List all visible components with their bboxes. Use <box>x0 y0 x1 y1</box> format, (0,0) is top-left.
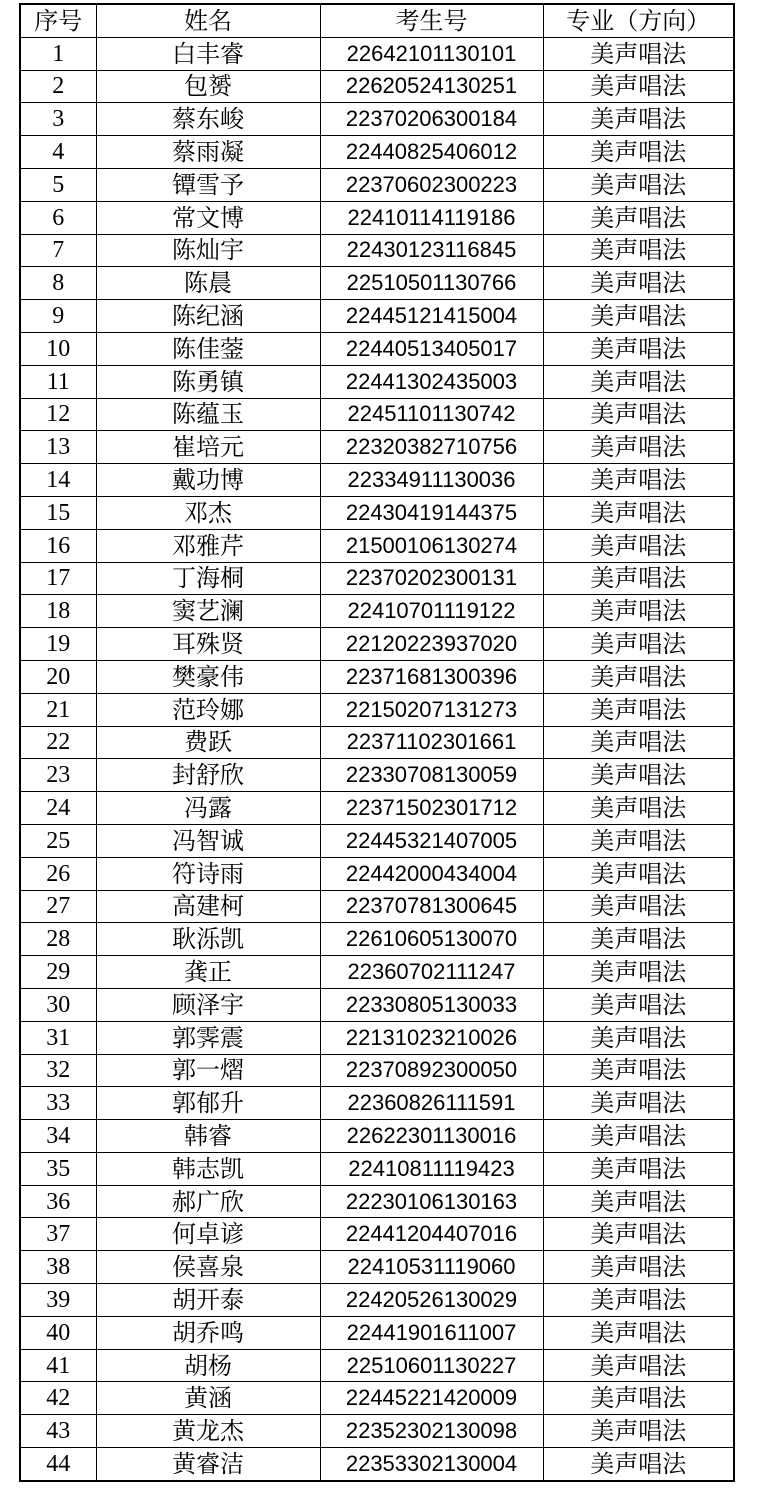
cell-seq: 30 <box>20 988 96 1021</box>
cell-candidate-id: 22445221420009 <box>320 1382 543 1415</box>
cell-major: 美声唱法 <box>543 1448 734 1481</box>
cell-candidate-id: 22131023210026 <box>320 1021 543 1054</box>
cell-name: 冯露 <box>96 792 320 825</box>
cell-name: 陈佳蓥 <box>96 332 320 365</box>
cell-candidate-id: 22420526130029 <box>320 1284 543 1317</box>
cell-candidate-id: 22370206300184 <box>320 103 543 136</box>
cell-major: 美声唱法 <box>543 660 734 693</box>
cell-major: 美声唱法 <box>543 332 734 365</box>
cell-name: 蔡雨凝 <box>96 136 320 169</box>
cell-seq: 44 <box>20 1448 96 1481</box>
cell-seq: 15 <box>20 496 96 529</box>
table-row <box>20 103 734 136</box>
table-row <box>20 464 734 497</box>
cell-major: 美声唱法 <box>543 595 734 628</box>
cell-major: 美声唱法 <box>543 824 734 857</box>
cell-candidate-id: 22330805130033 <box>320 988 543 1021</box>
cell-name: 胡开泰 <box>96 1284 320 1317</box>
cell-seq: 31 <box>20 1021 96 1054</box>
cell-name: 黄涵 <box>96 1382 320 1415</box>
table-row <box>20 1251 734 1284</box>
cell-major: 美声唱法 <box>543 300 734 333</box>
cell-major: 美声唱法 <box>543 1251 734 1284</box>
cell-candidate-id: 22622301130016 <box>320 1120 543 1153</box>
cell-name: 常文博 <box>96 201 320 234</box>
cell-name: 黄龙杰 <box>96 1415 320 1448</box>
table-row <box>20 693 734 726</box>
table-row <box>20 956 734 989</box>
cell-major: 美声唱法 <box>543 1382 734 1415</box>
cell-name: 符诗雨 <box>96 857 320 890</box>
cell-candidate-id: 22352302130098 <box>320 1415 543 1448</box>
cell-seq: 24 <box>20 792 96 825</box>
cell-name: 郭霁震 <box>96 1021 320 1054</box>
cell-seq: 23 <box>20 759 96 792</box>
cell-name: 镡雪予 <box>96 168 320 201</box>
cell-name: 耿泺凯 <box>96 923 320 956</box>
cell-seq: 11 <box>20 365 96 398</box>
cell-major: 美声唱法 <box>543 1087 734 1120</box>
cell-major: 美声唱法 <box>543 1415 734 1448</box>
cell-candidate-id: 22430123116845 <box>320 234 543 267</box>
cell-candidate-id: 22371502301712 <box>320 792 543 825</box>
cell-seq: 14 <box>20 464 96 497</box>
cell-seq: 33 <box>20 1087 96 1120</box>
table-row <box>20 1152 734 1185</box>
cell-candidate-id: 22642101130101 <box>320 37 543 70</box>
cell-seq: 41 <box>20 1349 96 1382</box>
table-row <box>20 234 734 267</box>
cell-major: 美声唱法 <box>543 628 734 661</box>
cell-name: 郭郁升 <box>96 1087 320 1120</box>
table-row <box>20 201 734 234</box>
cell-name: 韩睿 <box>96 1120 320 1153</box>
cell-name: 陈晨 <box>96 267 320 300</box>
cell-seq: 35 <box>20 1152 96 1185</box>
cell-name: 陈蕴玉 <box>96 398 320 431</box>
header-name: 姓名 <box>96 4 320 37</box>
table-row <box>20 1087 734 1120</box>
table-row <box>20 1415 734 1448</box>
cell-seq: 19 <box>20 628 96 661</box>
cell-major: 美声唱法 <box>543 201 734 234</box>
cell-candidate-id: 22370202300131 <box>320 562 543 595</box>
cell-candidate-id: 22370892300050 <box>320 1054 543 1087</box>
cell-candidate-id: 22445321407005 <box>320 824 543 857</box>
roster-body <box>20 37 734 1481</box>
cell-major: 美声唱法 <box>543 693 734 726</box>
cell-name: 耳殊贤 <box>96 628 320 661</box>
cell-seq: 17 <box>20 562 96 595</box>
cell-candidate-id: 22440825406012 <box>320 136 543 169</box>
table-row <box>20 529 734 562</box>
cell-candidate-id: 22360702111247 <box>320 956 543 989</box>
cell-seq: 27 <box>20 890 96 923</box>
cell-candidate-id: 22334911130036 <box>320 464 543 497</box>
header-seq: 序号 <box>20 4 96 37</box>
cell-seq: 28 <box>20 923 96 956</box>
cell-name: 蔡东峻 <box>96 103 320 136</box>
cell-name: 陈勇镇 <box>96 365 320 398</box>
cell-name: 丁海桐 <box>96 562 320 595</box>
cell-candidate-id: 22330708130059 <box>320 759 543 792</box>
cell-candidate-id: 22371681300396 <box>320 660 543 693</box>
cell-candidate-id: 22410114119186 <box>320 201 543 234</box>
cell-candidate-id: 22451101130742 <box>320 398 543 431</box>
cell-seq: 3 <box>20 103 96 136</box>
cell-name: 邓雅芹 <box>96 529 320 562</box>
table-row <box>20 1185 734 1218</box>
cell-name: 窦艺澜 <box>96 595 320 628</box>
cell-seq: 43 <box>20 1415 96 1448</box>
cell-major: 美声唱法 <box>543 136 734 169</box>
table-row <box>20 857 734 890</box>
table-row <box>20 1349 734 1382</box>
table-row <box>20 37 734 70</box>
table-row <box>20 923 734 956</box>
table-row <box>20 988 734 1021</box>
table-row <box>20 562 734 595</box>
cell-seq: 29 <box>20 956 96 989</box>
cell-seq: 10 <box>20 332 96 365</box>
cell-name: 郝广欣 <box>96 1185 320 1218</box>
cell-candidate-id: 22371102301661 <box>320 726 543 759</box>
cell-major: 美声唱法 <box>543 431 734 464</box>
cell-name: 陈纪涵 <box>96 300 320 333</box>
cell-seq: 9 <box>20 300 96 333</box>
cell-major: 美声唱法 <box>543 1054 734 1087</box>
cell-candidate-id: 22353302130004 <box>320 1448 543 1481</box>
cell-candidate-id: 22620524130251 <box>320 70 543 103</box>
cell-candidate-id: 22440513405017 <box>320 332 543 365</box>
cell-major: 美声唱法 <box>543 562 734 595</box>
header-candidate-id: 考生号 <box>320 4 543 37</box>
header-row <box>20 4 734 37</box>
roster-table <box>19 3 735 1482</box>
cell-seq: 8 <box>20 267 96 300</box>
cell-seq: 39 <box>20 1284 96 1317</box>
table-row <box>20 1284 734 1317</box>
table-row <box>20 70 734 103</box>
table-row <box>20 1120 734 1153</box>
cell-name: 白丰睿 <box>96 37 320 70</box>
table-row <box>20 1054 734 1087</box>
table-row <box>20 300 734 333</box>
cell-major: 美声唱法 <box>543 1349 734 1382</box>
table-row <box>20 890 734 923</box>
cell-candidate-id: 22442000434004 <box>320 857 543 890</box>
cell-seq: 34 <box>20 1120 96 1153</box>
cell-seq: 18 <box>20 595 96 628</box>
cell-candidate-id: 22410701119122 <box>320 595 543 628</box>
cell-name: 戴功博 <box>96 464 320 497</box>
cell-candidate-id: 22445121415004 <box>320 300 543 333</box>
cell-candidate-id: 22441302435003 <box>320 365 543 398</box>
cell-candidate-id: 22360826111591 <box>320 1087 543 1120</box>
cell-candidate-id: 22370602300223 <box>320 168 543 201</box>
cell-major: 美声唱法 <box>543 890 734 923</box>
cell-name: 侯喜泉 <box>96 1251 320 1284</box>
cell-major: 美声唱法 <box>543 103 734 136</box>
cell-seq: 16 <box>20 529 96 562</box>
header-major: 专业（方向） <box>543 4 734 37</box>
cell-seq: 36 <box>20 1185 96 1218</box>
cell-major: 美声唱法 <box>543 1152 734 1185</box>
cell-name: 黄睿洁 <box>96 1448 320 1481</box>
cell-major: 美声唱法 <box>543 529 734 562</box>
cell-candidate-id: 22610605130070 <box>320 923 543 956</box>
cell-major: 美声唱法 <box>543 1120 734 1153</box>
cell-seq: 42 <box>20 1382 96 1415</box>
cell-candidate-id: 22370781300645 <box>320 890 543 923</box>
cell-major: 美声唱法 <box>543 988 734 1021</box>
cell-major: 美声唱法 <box>543 726 734 759</box>
cell-major: 美声唱法 <box>543 1021 734 1054</box>
cell-name: 樊豪伟 <box>96 660 320 693</box>
cell-candidate-id: 22410811119423 <box>320 1152 543 1185</box>
cell-name: 郭一熠 <box>96 1054 320 1087</box>
cell-seq: 26 <box>20 857 96 890</box>
cell-name: 包赟 <box>96 70 320 103</box>
cell-name: 顾泽宇 <box>96 988 320 1021</box>
cell-name: 高建柯 <box>96 890 320 923</box>
cell-candidate-id: 21500106130274 <box>320 529 543 562</box>
table-row <box>20 1316 734 1349</box>
cell-seq: 7 <box>20 234 96 267</box>
cell-seq: 6 <box>20 201 96 234</box>
table-row <box>20 168 734 201</box>
cell-seq: 2 <box>20 70 96 103</box>
cell-candidate-id: 22120223937020 <box>320 628 543 661</box>
cell-name: 何卓谚 <box>96 1218 320 1251</box>
cell-major: 美声唱法 <box>543 857 734 890</box>
cell-candidate-id: 22441204407016 <box>320 1218 543 1251</box>
cell-seq: 22 <box>20 726 96 759</box>
cell-major: 美声唱法 <box>543 792 734 825</box>
cell-candidate-id: 22441901611007 <box>320 1316 543 1349</box>
cell-major: 美声唱法 <box>543 496 734 529</box>
cell-major: 美声唱法 <box>543 956 734 989</box>
cell-candidate-id: 22510601130227 <box>320 1349 543 1382</box>
cell-major: 美声唱法 <box>543 70 734 103</box>
cell-seq: 12 <box>20 398 96 431</box>
table-row <box>20 726 734 759</box>
cell-seq: 13 <box>20 431 96 464</box>
cell-major: 美声唱法 <box>543 234 734 267</box>
cell-major: 美声唱法 <box>543 1284 734 1317</box>
cell-name: 崔培元 <box>96 431 320 464</box>
cell-candidate-id: 22410531119060 <box>320 1251 543 1284</box>
cell-seq: 20 <box>20 660 96 693</box>
table-row <box>20 431 734 464</box>
cell-seq: 1 <box>20 37 96 70</box>
table-row <box>20 595 734 628</box>
cell-seq: 37 <box>20 1218 96 1251</box>
cell-candidate-id: 22230106130163 <box>320 1185 543 1218</box>
table-row <box>20 365 734 398</box>
table-row <box>20 1382 734 1415</box>
cell-major: 美声唱法 <box>543 398 734 431</box>
table-row <box>20 267 734 300</box>
cell-major: 美声唱法 <box>543 923 734 956</box>
cell-seq: 38 <box>20 1251 96 1284</box>
table-row <box>20 398 734 431</box>
cell-seq: 5 <box>20 168 96 201</box>
table-row <box>20 759 734 792</box>
cell-seq: 4 <box>20 136 96 169</box>
cell-name: 封舒欣 <box>96 759 320 792</box>
table-row <box>20 628 734 661</box>
table-row <box>20 1218 734 1251</box>
cell-candidate-id: 22510501130766 <box>320 267 543 300</box>
cell-major: 美声唱法 <box>543 759 734 792</box>
cell-major: 美声唱法 <box>543 1218 734 1251</box>
cell-name: 龚正 <box>96 956 320 989</box>
table-row <box>20 792 734 825</box>
cell-name: 陈灿宇 <box>96 234 320 267</box>
cell-major: 美声唱法 <box>543 168 734 201</box>
cell-name: 冯智诚 <box>96 824 320 857</box>
table-row <box>20 1448 734 1481</box>
cell-candidate-id: 22430419144375 <box>320 496 543 529</box>
cell-seq: 40 <box>20 1316 96 1349</box>
table-row <box>20 496 734 529</box>
table-row <box>20 660 734 693</box>
cell-major: 美声唱法 <box>543 1316 734 1349</box>
cell-name: 胡乔鸣 <box>96 1316 320 1349</box>
cell-major: 美声唱法 <box>543 267 734 300</box>
table-row <box>20 824 734 857</box>
cell-name: 韩志凯 <box>96 1152 320 1185</box>
table-row <box>20 332 734 365</box>
cell-name: 费跃 <box>96 726 320 759</box>
table-row <box>20 1021 734 1054</box>
cell-major: 美声唱法 <box>543 37 734 70</box>
cell-candidate-id: 22150207131273 <box>320 693 543 726</box>
cell-name: 邓杰 <box>96 496 320 529</box>
cell-name: 范玲娜 <box>96 693 320 726</box>
cell-major: 美声唱法 <box>543 1185 734 1218</box>
cell-major: 美声唱法 <box>543 464 734 497</box>
cell-major: 美声唱法 <box>543 365 734 398</box>
cell-seq: 32 <box>20 1054 96 1087</box>
cell-name: 胡杨 <box>96 1349 320 1382</box>
table-row <box>20 136 734 169</box>
cell-seq: 21 <box>20 693 96 726</box>
cell-candidate-id: 22320382710756 <box>320 431 543 464</box>
cell-seq: 25 <box>20 824 96 857</box>
